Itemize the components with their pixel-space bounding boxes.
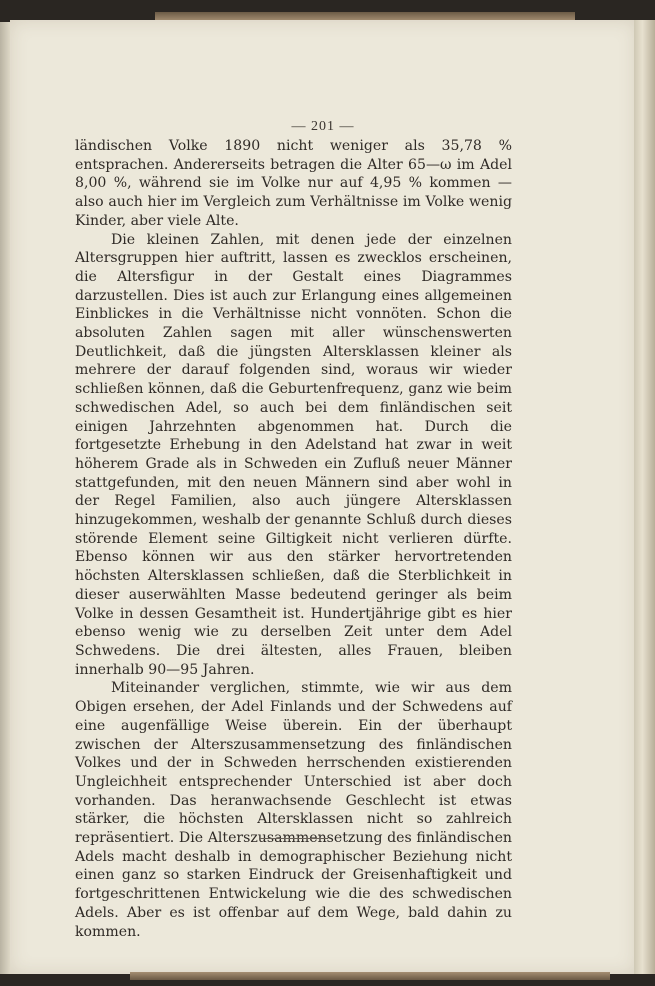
bottom-page-edge [130,972,610,980]
right-page-edge [634,20,655,974]
paragraph-1: ländischen Volke 1890 nicht weniger als 35,78 % entsprachen. Andererseits betragen die Alter 65—ω im Adel 8,00 %, während sie im Volke nur auf 4,95 % kommen — also auch hier im Vergleich zum Verhältnisse im Volke wenig Kinder, aber viele Alte. [75,138,512,229]
page-number: — 201 — [291,119,355,134]
section-end-rule [260,838,328,839]
book-page [10,20,636,974]
left-page-edge [0,22,10,974]
paragraph-3: Miteinander verglichen, stimmte, wie wir aus dem Obigen ersehen, der Adel Finlands und der Schwedens auf eine augenfällige Weise überein. Ein der überhaupt zwischen der Alterszusammensetzung des finländischen Volkes und der in Schweden herrschenden existierenden Ungleichheit entsprechender Unterschied ist aber doch vorhanden. Das heranwachsende Geschlecht ist etwas stärker, die höchsten Altersklassen nicht so zahlreich repräsentiert. Die Alterszusammensetzung des finländischen Adels macht deshalb in demographischer Beziehung nicht einen ganz so starken Eindruck der Greisenhaftigkeit und fortgeschrittenen Entwickelung wie die des schwedischen Adels. Aber es ist offenbar auf dem Wege, bald dahin zu kommen. [75,680,512,940]
paragraph-2: Die kleinen Zahlen, mit denen jede der einzelnen Altersgruppen hier auftritt, lassen es zwecklos erscheinen, die Altersfigur in der Gestalt eines Diagrammes darzustellen. Dies ist auch zur Erlangung eines allgemeinen Einblickes in die Verhältnisse nicht vonnöten. Schon die absoluten Zahlen sagen mit aller wünschenswerten Deutlichkeit, daß die jüngsten Altersklassen kleiner als mehrere der darauf folgenden sind, woraus wir wieder schließen können, daß die Geburtenfrequenz, ganz wie beim schwedischen Adel, so auch bei dem finländischen seit einigen Jahrzehnten abgenommen hat. Durch die fortgesetzte Erhebung in den Adelstand hat zwar in weit höherem Grade als in Schweden ein Zufluß neuer Männer stattgefunden, mit den neuen Männern sind aber wohl in der Regel Familien, also auch jüngere Altersklassen hinzugekommen, weshalb der genannte Schluß durch dieses störende Element seine Giltigkeit nicht verlieren dürfte. Ebenso können wir aus den stärker hervortretenden höchsten Altersklassen schließen, daß die Sterblichkeit in dieser auserwählten Masse bedeutend geringer als beim Volke in dessen Gesamtheit ist. Hundertjährige gibt es hier ebenso wenig wie zu derselben Zeit unter dem Adel Schwedens. Die drei ältesten, alles Frauen, bleiben innerhalb 90—95 Jahren. [75,231,512,678]
body-text [75,137,512,941]
